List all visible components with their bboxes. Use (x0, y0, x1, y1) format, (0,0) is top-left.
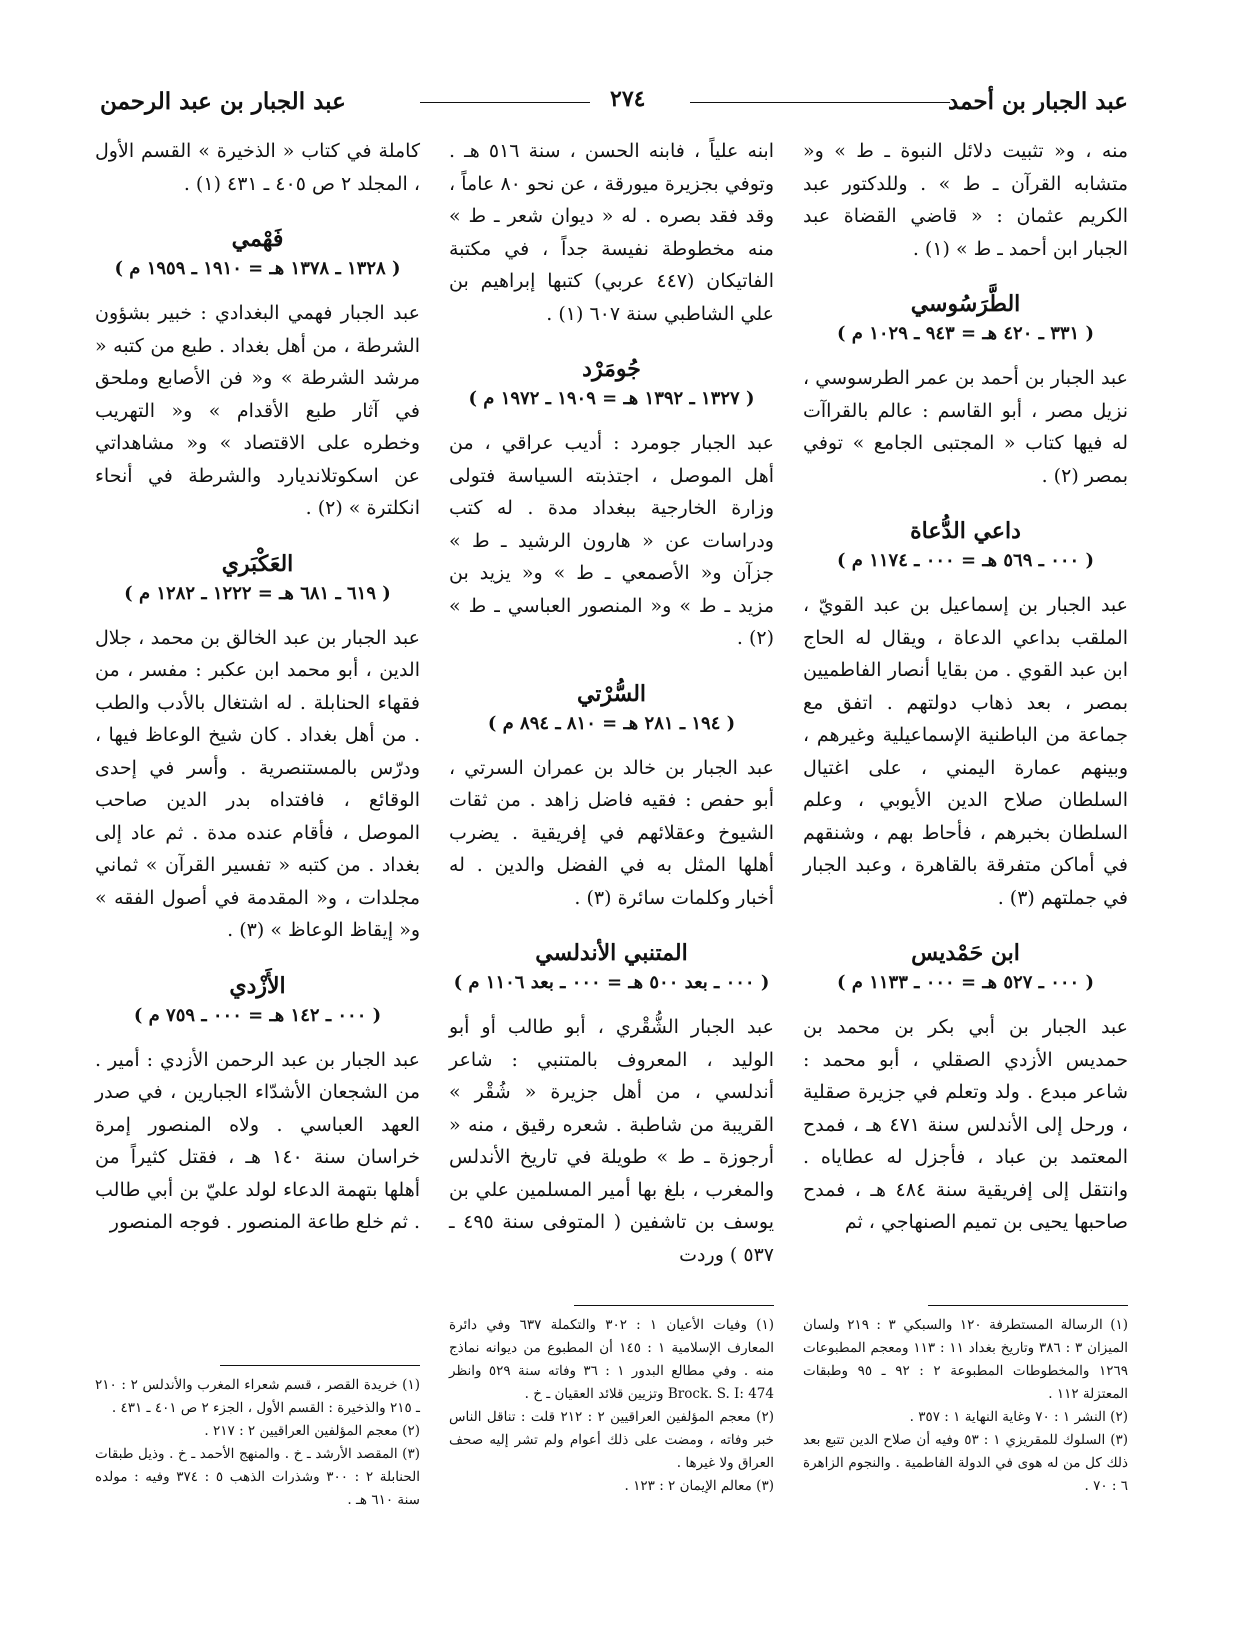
running-header (100, 70, 1128, 115)
footnote-separator (574, 1305, 774, 1306)
entry-body: عبد الجبار بن عبد الخالق بن محمد ، جلال الدين ، أبو محمد ابن عكبر : مفسر ، من فقهاء الحنابلة . له اشتغال بالأدب والطب . من أهل بغداد . كان شيخ الوعاظ فيها ، ودرّس بالمستنصرية . وأسر في إحدى الوقائع ، فافتداه بدر الدين صاحب الموصل ، فأقام عنده مدة . ثم عاد إلى بغداد . من كتبه « تفسير القرآن » ثماني مجلدات ، و« المقدمة في أصول الفقه » و« إيقاظ الوعاظ » (٣) . (95, 626, 420, 941)
footnotes-right (803, 1305, 1128, 1498)
entry-dates: ( ١٩٤ ـ ٢٨١ هـ = ٨١٠ ـ ٨٩٤ م ) (487, 712, 736, 734)
page-number: ٢٧٤ (610, 86, 646, 112)
entry-body: عبد الجبار بن عبد الرحمن الأزدي : أمير . من الشجعان الأشدّاء الجبارين ، في صدر العهد العباسي . ولاه المنصور إمرة خراسان سنة ١٤٠ هـ ، فقتل كثيراً من أهلها بتهمة الدعاء لولد عليّ بن أبي طالب . ثم خلع طاعة المنصور . فوجه المنصور (95, 1048, 421, 1233)
entry-dates: ( ٣٣١ ـ ٤٢٠ هـ = ٩٤٣ ـ ١٠٢٩ م ) (837, 323, 1094, 344)
footnote: (٢) النشر ١ : ٧٠ وغاية النهاية ١ : ٣٥٧ . (909, 1409, 1128, 1425)
header-rule-right (690, 102, 950, 103)
footnote: (٣) المقصد الأرشد ـ خ . والمنهج الأحمد ـ خ . وذيل طبقات الحنابلة ٢ : ٣٠٠ وشذرات الذهب ٥ : ٣٧٤ وفيه : مولده سنة ٦١٠ هـ . (95, 1446, 420, 1508)
entry-dates: ( ١٣٢٧ ـ ١٣٩٢ هـ = ١٩٠٩ ـ ١٩٧٢ م ) (468, 388, 755, 409)
footnote: (٣) السلوك للمقريزي ١ : ٥٣ وفيه أن صلاح الدين تتبع بعد ذلك كل من له هوى في الدولة الفاطمية . والنجوم الزاهرة ٦ : ٧٠ . (803, 1432, 1129, 1494)
header-left-title: عبد الجبار بن عبد الرحمن (100, 88, 346, 115)
entry-title: العَكْبَري (221, 550, 294, 577)
footnote-separator (220, 1365, 420, 1366)
footnote: (١) الرسالة المستطرفة ١٢٠ والسبكي ٣ : ٢١٩ ولسان الميزان ٣ : ٣٨٦ وتاريخ بغداد ١١ : ١١٣ ومعجم المطبوعات ١٢٦٩ والمخطوطات المطبوعة ٢ : ٩٢ ـ ٩٥ وطبقات المعتزلة ١١٢ . (803, 1317, 1129, 1402)
footnote: (٣) معالم الإيمان ٢ : ١٢٣ . (624, 1478, 774, 1494)
column-middle (449, 135, 774, 1271)
entry-body: عبد الجبار فهمي البغدادي : خبير بشؤون الشرطة ، من أهل بغداد . طبع من كتبه « مرشد الشرطة » و« فن الأصابع وملحق في آثار طبع الأقدام » و« التهريب وخطره على الاقتصاد » و« مشاهداتي عن اسكوتلانديارد والشرطة في أنحاء انكلترة » (٢) . (95, 302, 420, 519)
entry-body: عبد الجبار بن أبي بكر بن محمد بن حمديس الأزدي الصقلي ، أبو محمد : شاعر مبدع . ولد وتعلم في جزيرة صقلية ، ورحل إلى الأندلس سنة ٤٧١ هـ ، فمدح المعتمد بن عباد ، فأجزل له عطاياه . وانتقل إلى إفريقية سنة ٤٨٤ هـ ، فمدح صاحبها يحيى بن تميم الصنهاجي ، ثم (803, 1016, 1128, 1233)
entry-body: عبد الجبار بن أحمد بن عمر الطرسوسي ، نزيل مصر ، أبو القاسم : عالم بالقراآت له فيها كتاب « المجتبى الجامع » توفي بمصر (٢) . (803, 367, 1128, 487)
entry-dates: ( ٠٠٠ ـ ١٤٢ هـ = ٠٠٠ ـ ٧٥٩ م ) (133, 1004, 382, 1026)
entry-title: المتنبي الأندلسي (535, 940, 688, 966)
footnote-separator (928, 1305, 1128, 1306)
continuation-text: كاملة في كتاب « الذخيرة » القسم الأول ، المجلد ٢ ص ٤٠٥ ـ ٤٣١ (١) . (95, 140, 420, 195)
entry-title: السُّرْتي (576, 680, 647, 707)
entry-dates: ( ١٣٢٨ ـ ١٣٧٨ هـ = ١٩١٠ ـ ١٩٥٩ م ) (114, 258, 401, 279)
entry-title: فَهْمي (231, 226, 284, 252)
entry-body: عبد الجبار بن خالد بن عمران السرتي ، أبو حفص : فقيه فاضل زاهد . من ثقات الشيوخ وعقلائهم في إفريقية . يضرب أهلها المثل به في الفضل والدين . له أخبار وكلمات سائرة (٣) . (449, 756, 774, 909)
entry-dates: ( ٦١٩ ـ ٦٨١ هـ = ١٢٢٢ ـ ١٢٨٢ م ) (124, 582, 391, 604)
footnote: (٢) معجم المؤلفين العراقيين ٢ : ٢١٢ قلت : تناقل الناس خبر وفاته ، ومضت على ذلك أعوام ولم تشر إليه صحف العراق ولا غيرها . (449, 1409, 774, 1471)
entry-title: الأَزْدي (229, 972, 286, 999)
entry-dates: ( ٠٠٠ ـ ٥٢٧ هـ = ٠٠٠ ـ ١١٣٣ م ) (837, 972, 1094, 993)
footnote: (١) وفيات الأعيان ١ : ٣٠٢ والتكملة ٦٣٧ وفي دائرة المعارف الإسلامية ١ : ١٤٥ أن المطبوع من ديوانه نماذج منه . وفي مطالع البدور ١ : ٣٦ وفاته سنة ٥٢٩ وانظر Brock. S. I: 474 وتزيين قلائد العقيان ـ خ . (449, 1317, 775, 1402)
entry-title: داعي الدُّعاة (910, 518, 1021, 544)
header-rule-left (420, 102, 590, 103)
column-right (803, 135, 1128, 1239)
continuation-text: ابنه علياً ، فابنه الحسن ، سنة ٥١٦ هـ . وتوفي بجزيرة ميورقة ، عن نحو ٨٠ عاماً ، وقد فقد بصره . له « ديوان شعر ـ ط » منه مخطوطة نفيسة جداً ، في مكتبة الفاتيكان (٤٤٧ عربي) كتبها إبراهيم بن علي الشاطبي سنة ٦٠٧ (١) . (449, 140, 774, 325)
entry-body: عبد الجبار جومرد : أديب عراقي ، من أهل الموصل ، اجتذبته السياسة فتولى وزارة الخارجية ببغداد مدة . له كتب ودراسات عن « هارون الرشيد ـ ط » جزآن و« الأصمعي ـ ط » و« يزيد بن مزيد ـ ط » و« المنصور العباسي ـ ط » (٢) . (449, 432, 774, 649)
column-left (95, 135, 420, 1239)
entry-dates: ( ٠٠٠ ـ بعد ٥٠٠ هـ = ٠٠٠ ـ بعد ١١٠٦ م ) (453, 972, 770, 993)
entry-title: الطَّرَسُوسي (910, 291, 1021, 317)
entry-title: ابن حَمْديس (911, 940, 1020, 966)
footnotes-middle (449, 1305, 774, 1498)
footnotes-left (95, 1365, 420, 1512)
entry-dates: ( ٠٠٠ ـ ٥٦٩ هـ = ٠٠٠ ـ ١١٧٤ م ) (837, 550, 1094, 571)
entry-body: عبد الجبار بن إسماعيل بن عبد القويّ ، الملقب بداعي الدعاة ، ويقال له الحاج ابن عبد القوي . من بقايا أنصار الفاطميين بمصر ، بعد ذهاب دولتهم . اتفق مع جماعة من الباطنية الإسماعيلية وغيرهم ، وبينهم عمارة اليمني ، على اغتيال السلطان صلاح الدين الأيوبي ، وعلم السلطان بخبرهم ، فأحاط بهم ، وشنقهم في أماكن متفرقة بالقاهرة ، وعبد الجبار في جملتهم (٣) . (803, 594, 1128, 909)
entry-body: عبد الجبار الشُّقْري ، أبو طالب أو أبو الوليد ، المعروف بالمتنبي : شاعر أندلسي ، من أهل جزيرة « شُقْر » القريبة من شاطبة . شعره رقيق ، منه « أرجوزة ـ ط » طويلة في تاريخ الأندلس والمغرب ، بلغ بها أمير المسلمين علي بن يوسف بن تاشفين ( المتوفى سنة ٤٩٥ ـ ٥٣٧ ) وردت (449, 1016, 774, 1266)
footnote: (٢) معجم المؤلفين العراقيين ٢ : ٢١٧ . (204, 1423, 420, 1439)
footnote: (١) خريدة القصر ، قسم شعراء المغرب والأندلس ٢ : ٢١٠ ـ ٢١٥ والذخيرة : القسم الأول ، الجزء ٢ ص ٤٠١ ـ ٤٣١ . (95, 1377, 420, 1416)
continuation-text: منه ، و« تثبيت دلائل النبوة ـ ط » و« متشابه القرآن ـ ط » . وللدكتور عبد الكريم عثمان : « قاضي القضاة عبد الجبار ابن أحمد ـ ط » (١) . (803, 140, 1128, 260)
header-right-title: عبد الجبار بن أحمد (948, 88, 1128, 115)
entry-title: جُومَرْد (582, 356, 641, 382)
